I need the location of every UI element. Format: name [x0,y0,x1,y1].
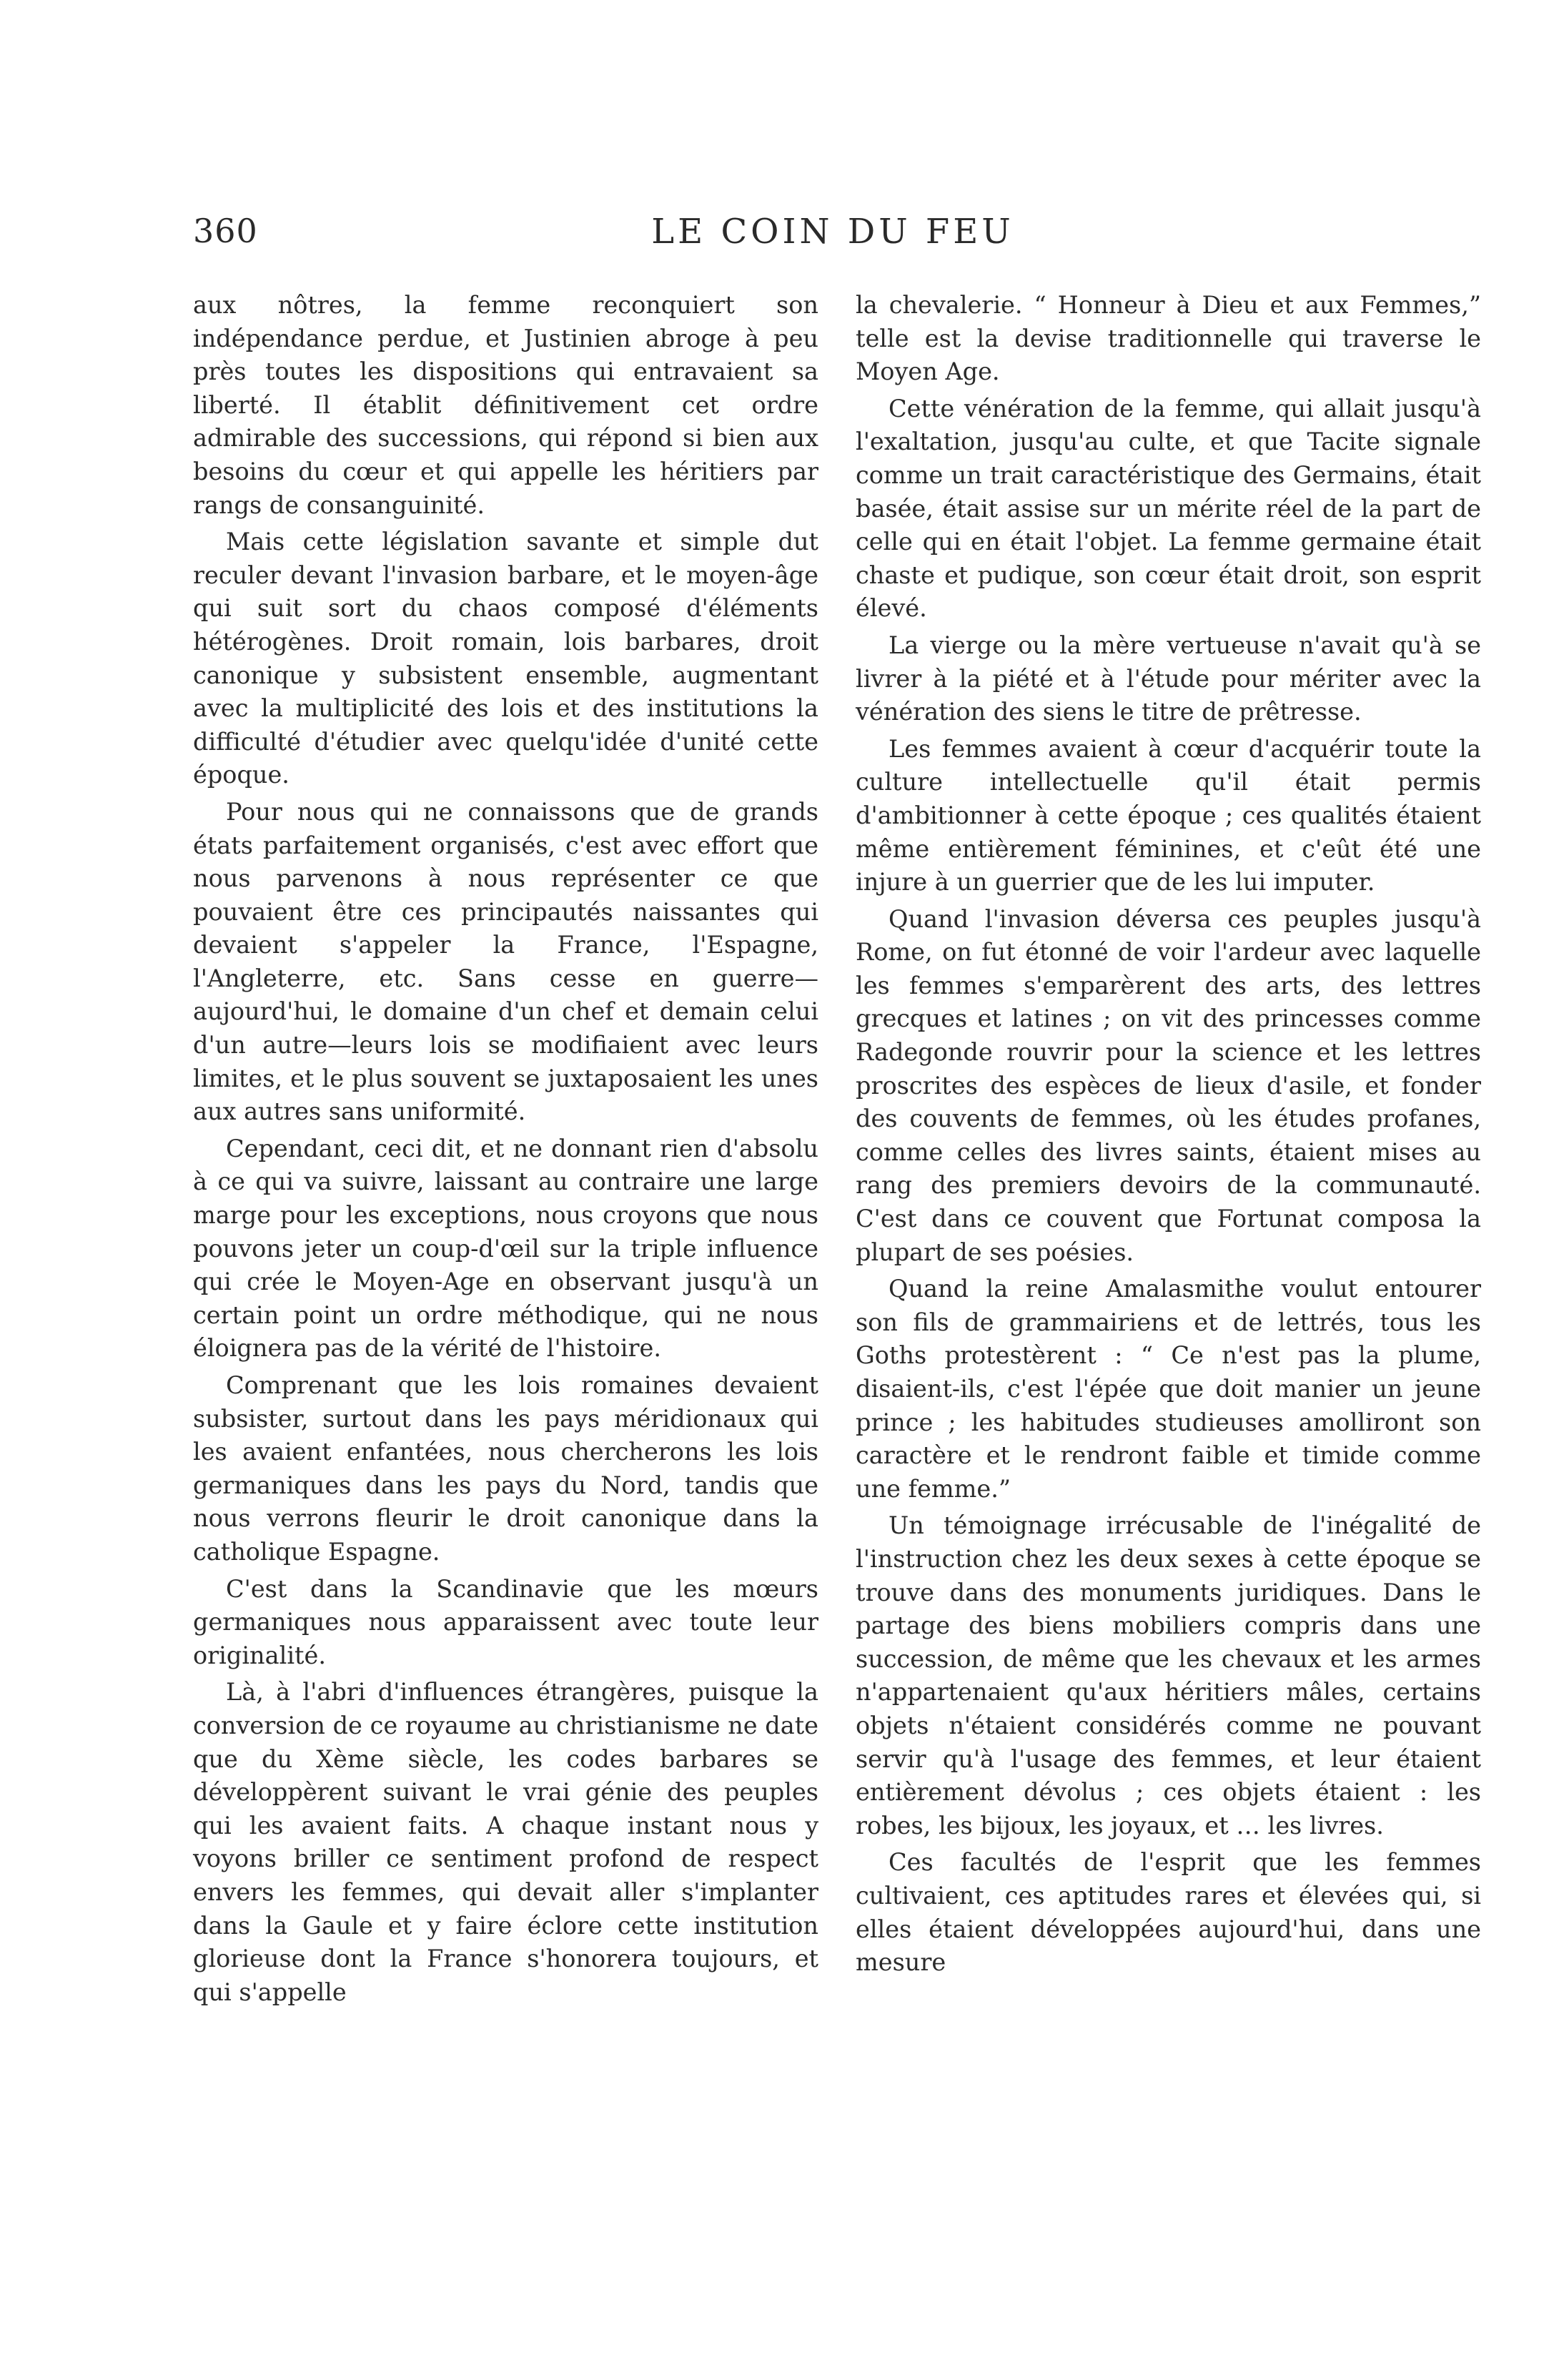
paragraph: Mais cette législation savante et simple dut reculer devant l'invasion barbare, et le moyen-âge qui suit sort du chaos composé d'éléments hétérogènes. Droit romain, lois barbares, droit canonique y subsistent ensemble, augmentant avec la multiplicité des lois et des institutions la difficulté d'étudier avec quelqu'idée d'unité cette époque. [193,528,818,789]
paragraph: Ces facultés de l'esprit que les femmes cultivaient, ces aptitudes rares et élevées qui, si elles étaient développées aujourd'hui, dans une mesure [856,1848,1481,1977]
paragraph: Quand l'invasion déversa ces peuples jusqu'à Rome, on fut étonné de voir l'ardeur avec laquelle les femmes s'emparèrent des arts, des lettres grecques et latines ; on vit des princesses comme Radegonde rouvrir pour la science et les lettres proscrites des espèces de lieux d'asile, et fonder des couvents de femmes, où les études profanes, comme celles des livres saints, étaient mises au rang des premiers devoirs de la communauté. C'est dans ce couvent que Fortunat composa la plupart de ses poésies. [856,904,1481,1266]
paragraph: Cette vénération de la femme, qui allait jusqu'à l'exaltation, jusqu'au culte, et que Tacite signale comme un trait caractéristique des Germains, était basée, était assise sur un mérite réel de la part de celle qui en était l'objet. La femme germaine était chaste et pudique, son cœur était droit, son esprit élevé. [856,394,1481,623]
paragraph: Cependant, ceci dit, et ne donnant rien d'absolu à ce qui va suivre, laissant au contraire une large marge pour les exceptions, nous croyons que nous pouvons jeter un coup-d'œil sur la triple influence qui crée le Moyen-Age en observant jusqu'à un certain point un ordre méthodique, qui ne nous éloignera pas de la vérité de l'histoire. [193,1134,818,1363]
paragraph: Quand la reine Amalasmithe voulut entourer son fils de grammairiens et de lettrés, tous les Goths protestèrent : “ Ce n'est pas la plume, disaient-ils, c'est l'épée que doit manier un jeune prince ; les habitudes studieuses amolliront son caractère et le rendront faible et timide comme une femme.” [856,1275,1481,1503]
paragraph: La vierge ou la mère vertueuse n'avait qu'à se livrer à la piété et à l'étude pour mériter avec la vénération des siens le titre de prêtresse. [856,631,1481,726]
page-header [193,212,1473,255]
paragraph: Un témoignage irrécusable de l'inégalité de l'instruction chez les deux sexes à cette époque se trouve dans des monuments juridiques. Dans le partage des biens mobiliers compris dans une succession, de même que les chevaux et les armes n'appartenaient qu'aux héritiers mâles, certains objets n'étaient considérés comme ne pouvant servir qu'à l'usage des femmes, et leur étaient entièrement dévolus ; ces objets étaient : les robes, les bijoux, les joyaux, et … les livres. [856,1511,1481,1840]
left-column [193,289,818,2013]
paragraph: Pour nous qui ne connaissons que de grands états parfaitement organisés, c'est avec effort que nous parvenons à nous représenter ce que pouvaient être ces principautés naissantes qui devaient s'appeler la France, l'Espagne, l'Angleterre, etc. Sans cesse en guerre—aujourd'hui, le domaine d'un chef et demain celui d'un autre—leurs lois se modifiaient avec leurs limites, et le plus souvent se juxtaposaient les unes aux autres sans uniformité. [193,797,818,1126]
page-number: 360 [193,212,258,250]
paragraph: C'est dans la Scandinavie que les mœurs germaniques nous apparaissent avec toute leur originalité. [193,1574,818,1669]
right-column [856,289,1481,1983]
paragraph: aux nôtres, la femme reconquiert son indépendance perdue, et Justinien abroge à peu près toutes les dispositions qui entravaient sa liberté. Il établit définitivement cet ordre admirable des successions, qui répond si bien aux besoins du cœur et qui appelle les héritiers par rangs de consanguinité. [193,291,818,519]
paragraph: Là, à l'abri d'influences étrangères, puisque la conversion de ce royaume au christianisme ne date que du Xème siècle, les codes barbares se développèrent suivant le vrai génie des peuples qui les avaient faits. A chaque instant nous y voyons briller ce sentiment profond de respect envers les femmes, qui devait aller s'implanter dans la Gaule et y faire éclore cette institution glorieuse dont la France s'honorera toujours, et qui s'appelle [193,1678,818,2006]
running-title: LE COIN DU FEU [651,212,1014,252]
paragraph: la chevalerie. “ Honneur à Dieu et aux Femmes,” telle est la devise traditionnelle qui traverse le Moyen Age. [856,291,1481,386]
paragraph: Comprenant que les lois romaines devaient subsister, surtout dans les pays méridionaux qui les avaient enfantées, nous chercherons les lois germaniques dans les pays du Nord, tandis que nous verrons fleurir le droit canonique dans la catholique Espagne. [193,1371,818,1566]
paragraph: Les femmes avaient à cœur d'acquérir toute la culture intellectuelle qu'il était permis d'ambitionner à cette époque ; ces qualités étaient même entièrement féminines, et c'eût été une injure à un guerrier que de les lui imputer. [856,734,1481,897]
